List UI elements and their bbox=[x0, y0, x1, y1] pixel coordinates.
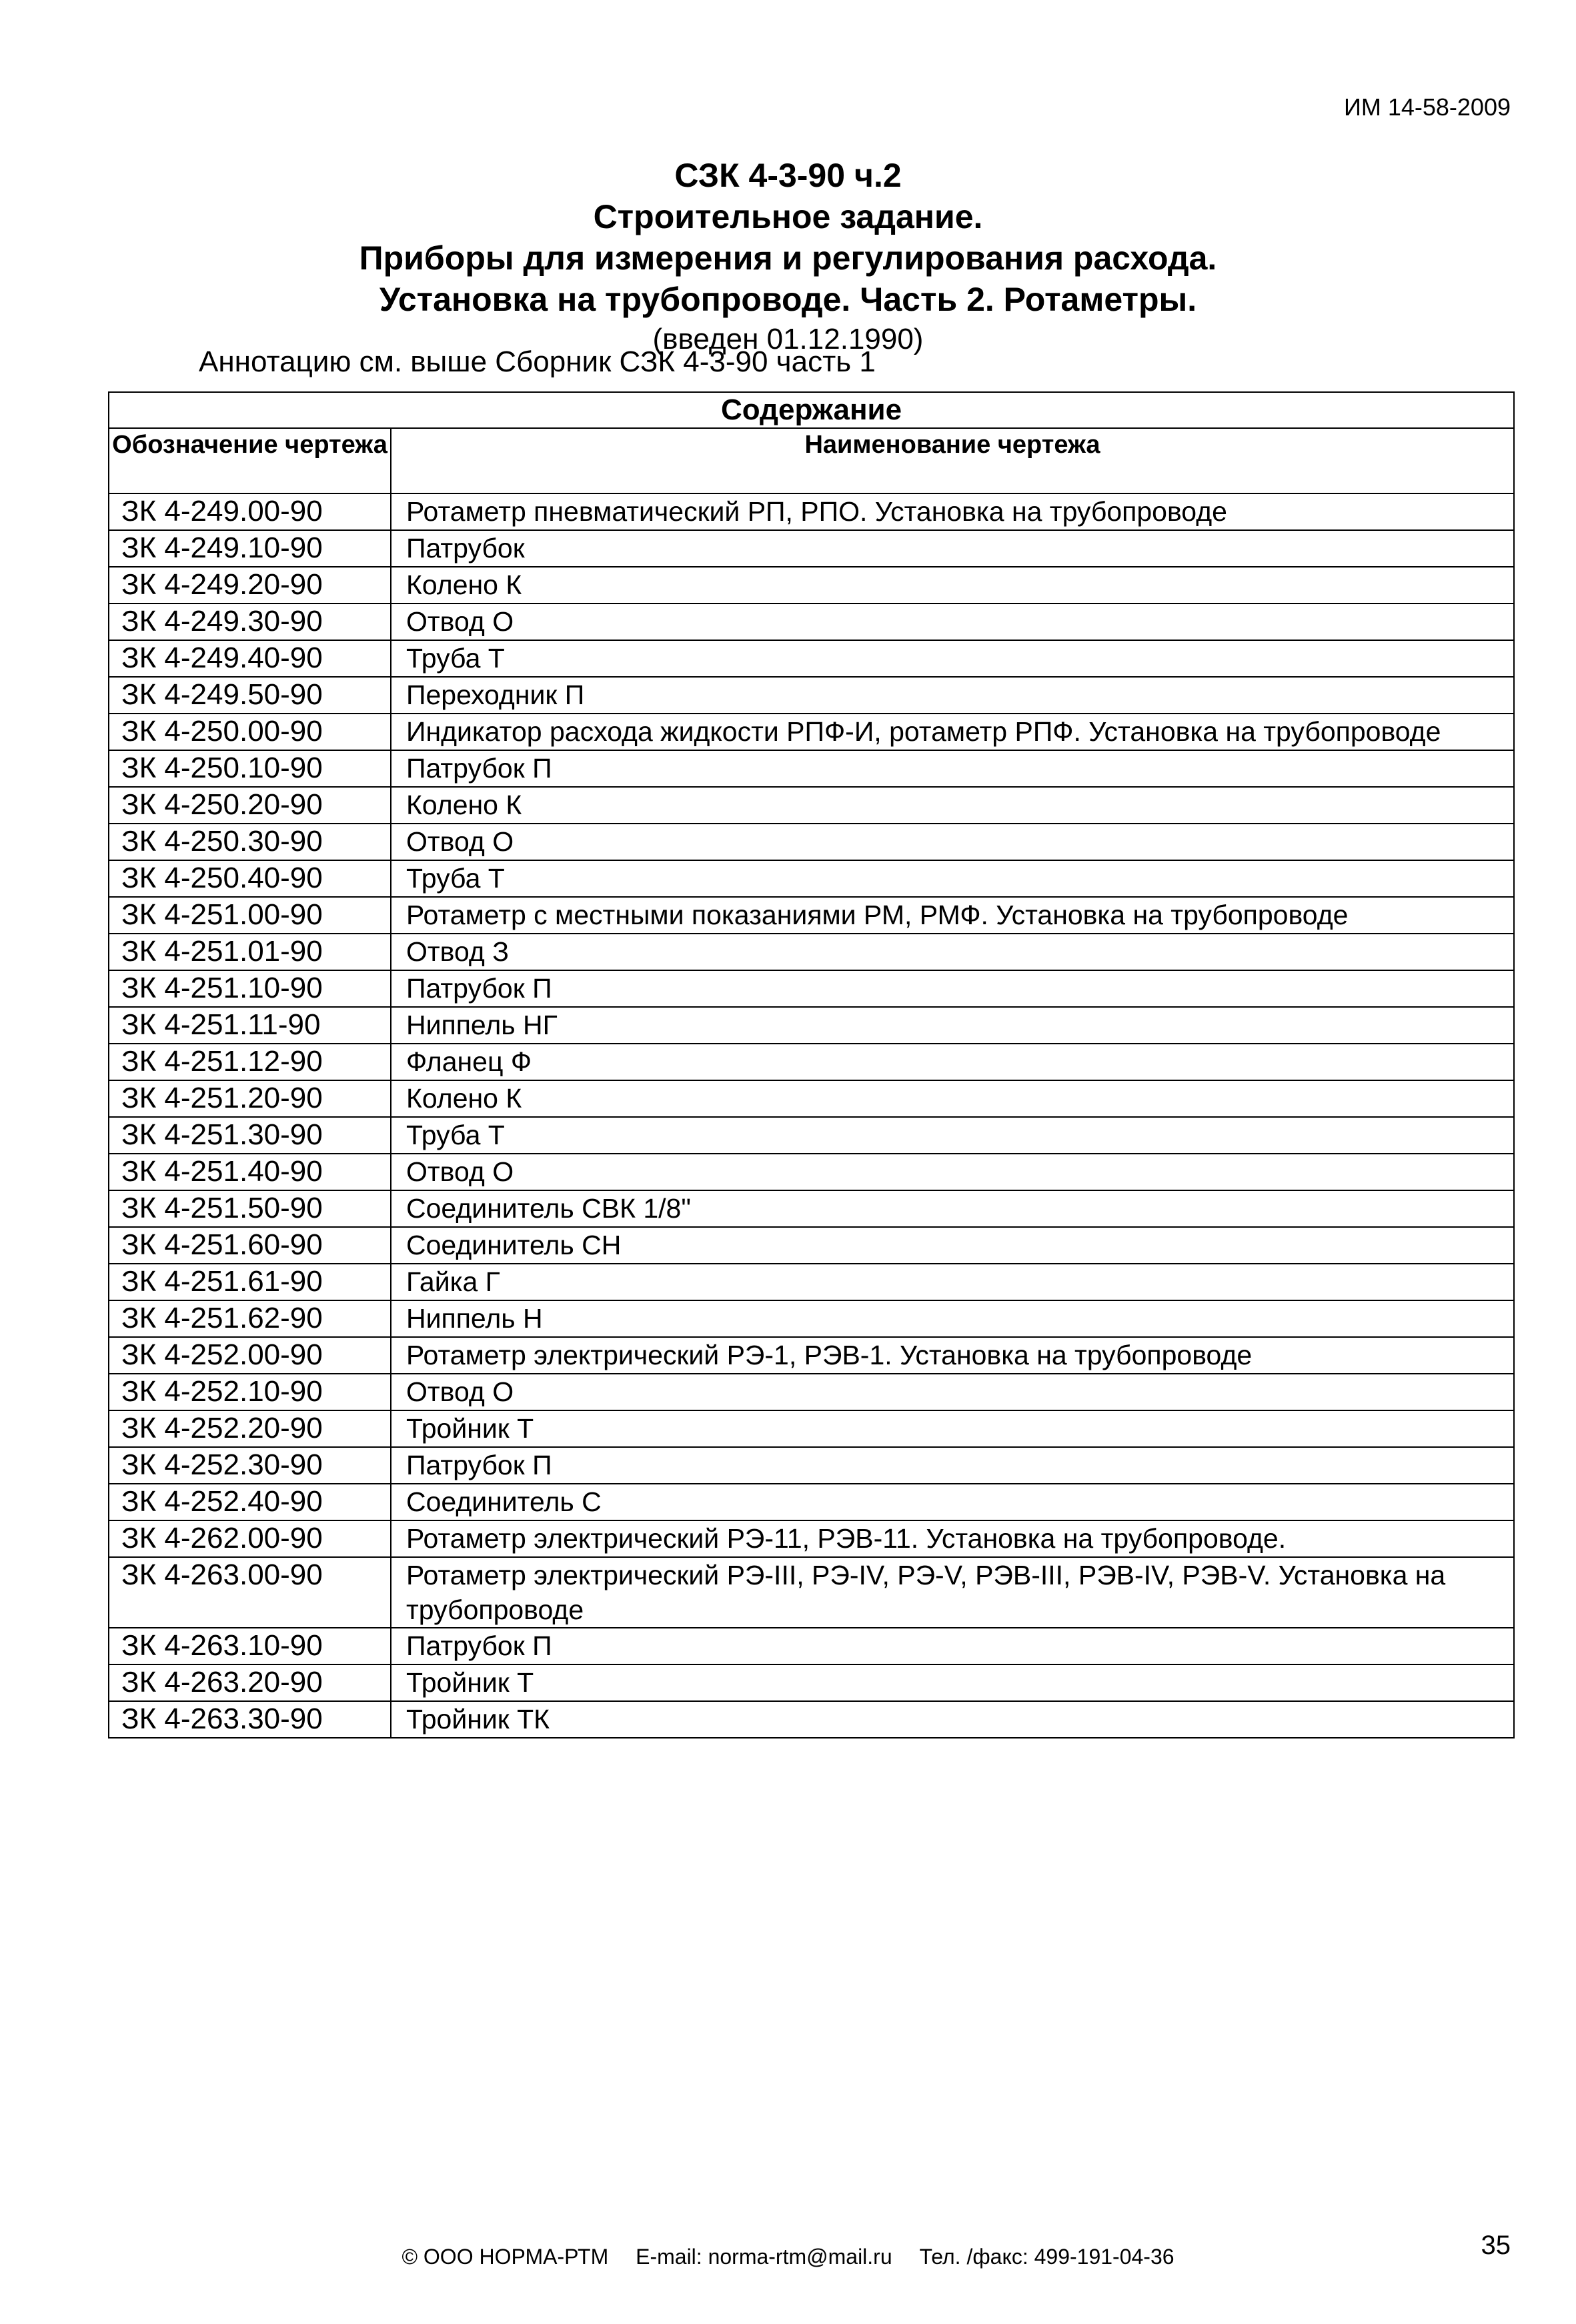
drawing-code-cell: ЗК 4-252.00-90 bbox=[109, 1337, 391, 1374]
table-row bbox=[109, 1557, 1514, 1628]
drawing-code-cell: ЗК 4-252.30-90 bbox=[109, 1447, 391, 1484]
drawing-code-cell: ЗК 4-249.00-90 bbox=[109, 493, 391, 530]
drawing-code-cell: ЗК 4-251.30-90 bbox=[109, 1117, 391, 1154]
drawing-name-cell: Ниппель НГ bbox=[391, 1007, 1514, 1044]
table-row bbox=[109, 1410, 1514, 1447]
drawing-code-cell: ЗК 4-251.20-90 bbox=[109, 1080, 391, 1117]
drawing-name-cell: Колено К bbox=[391, 567, 1514, 604]
drawing-name-cell: Ротаметр электрический РЭ-III, РЭ-IV, РЭ-V, РЭВ-III, РЭВ-IV, РЭВ-V. Установка на трубопроводе bbox=[391, 1557, 1514, 1628]
drawing-code-cell: ЗК 4-249.20-90 bbox=[109, 567, 391, 604]
drawing-name-cell: Тройник Т bbox=[391, 1410, 1514, 1447]
drawing-name-cell: Индикатор расхода жидкости РПФ-И, ротаметр РПФ. Установка на трубопроводе bbox=[391, 714, 1514, 750]
drawing-name-cell: Ротаметр электрический РЭ-11, РЭВ-11. Установка на трубопроводе. bbox=[391, 1520, 1514, 1557]
drawing-code-cell: ЗК 4-263.20-90 bbox=[109, 1664, 391, 1701]
footer-email: E-mail: norma-rtm@mail.ru bbox=[636, 2245, 892, 2269]
table-row bbox=[109, 714, 1514, 750]
table-row bbox=[109, 787, 1514, 824]
drawing-name-cell: Тройник Т bbox=[391, 1664, 1514, 1701]
footer-company: © ООО НОРМА-РТМ bbox=[402, 2245, 609, 2269]
table-row bbox=[109, 1664, 1514, 1701]
drawing-name-cell: Гайка Г bbox=[391, 1264, 1514, 1300]
drawing-name-cell: Ротаметр электрический РЭ-1, РЭВ-1. Установка на трубопроводе bbox=[391, 1337, 1514, 1374]
table-row bbox=[109, 530, 1514, 567]
table-row bbox=[109, 860, 1514, 897]
footer bbox=[0, 2243, 1576, 2270]
drawing-name-cell: Отвод О bbox=[391, 604, 1514, 640]
column-header-name: Наименование чертежа bbox=[391, 428, 1514, 493]
drawing-code-cell: ЗК 4-251.00-90 bbox=[109, 897, 391, 934]
table-row bbox=[109, 1628, 1514, 1664]
drawing-name-cell: Патрубок П bbox=[391, 1628, 1514, 1664]
table-row bbox=[109, 1374, 1514, 1410]
title-line-4: Установка на трубопроводе. Часть 2. Ротаметры. bbox=[379, 281, 1197, 318]
drawing-name-cell: Патрубок П bbox=[391, 750, 1514, 787]
introduced-date: (введен 01.12.1990) bbox=[652, 323, 924, 355]
drawing-code-cell: ЗК 4-250.10-90 bbox=[109, 750, 391, 787]
drawing-name-cell: Соединитель С bbox=[391, 1484, 1514, 1520]
title-line-2: Строительное задание. bbox=[593, 198, 983, 235]
drawing-code-cell: ЗК 4-249.10-90 bbox=[109, 530, 391, 567]
table-row bbox=[109, 1520, 1514, 1557]
drawing-name-cell: Труба Т bbox=[391, 860, 1514, 897]
table-row bbox=[109, 1044, 1514, 1080]
drawing-code-cell: ЗК 4-252.10-90 bbox=[109, 1374, 391, 1410]
title-line-1: СЗК 4-3-90 ч.2 bbox=[674, 157, 902, 194]
drawing-name-cell: Соединитель СН bbox=[391, 1227, 1514, 1264]
drawing-name-cell: Патрубок bbox=[391, 530, 1514, 567]
drawing-code-cell: ЗК 4-249.30-90 bbox=[109, 604, 391, 640]
table-row bbox=[109, 970, 1514, 1007]
document-code: ИМ 14-58-2009 bbox=[1343, 93, 1511, 121]
page-number: 35 bbox=[1481, 2231, 1511, 2260]
table-row bbox=[109, 934, 1514, 970]
drawing-code-cell: ЗК 4-250.00-90 bbox=[109, 714, 391, 750]
drawing-code-cell: ЗК 4-251.11-90 bbox=[109, 1007, 391, 1044]
drawing-code-cell: ЗК 4-251.50-90 bbox=[109, 1190, 391, 1227]
table-row bbox=[109, 1080, 1514, 1117]
table-row bbox=[109, 824, 1514, 860]
drawing-code-cell: ЗК 4-251.40-90 bbox=[109, 1154, 391, 1190]
drawing-name-cell: Колено К bbox=[391, 1080, 1514, 1117]
drawing-name-cell: Колено К bbox=[391, 787, 1514, 824]
contents-table bbox=[108, 391, 1515, 1738]
column-header-code: Обозначение чертежа bbox=[109, 428, 391, 493]
table-row bbox=[109, 1264, 1514, 1300]
table-body bbox=[109, 493, 1514, 1738]
drawing-code-cell: ЗК 4-250.20-90 bbox=[109, 787, 391, 824]
drawing-code-cell: ЗК 4-251.62-90 bbox=[109, 1300, 391, 1337]
table-row bbox=[109, 567, 1514, 604]
table-row bbox=[109, 1007, 1514, 1044]
table-row bbox=[109, 1337, 1514, 1374]
drawing-code-cell: ЗК 4-250.30-90 bbox=[109, 824, 391, 860]
table-row bbox=[109, 1484, 1514, 1520]
drawing-name-cell: Отвод З bbox=[391, 934, 1514, 970]
table-row bbox=[109, 640, 1514, 677]
drawing-code-cell: ЗК 4-263.30-90 bbox=[109, 1701, 391, 1738]
drawing-name-cell: Соединитель СВК 1/8" bbox=[391, 1190, 1514, 1227]
drawing-code-cell: ЗК 4-249.40-90 bbox=[109, 640, 391, 677]
annotation-note: Аннотацию см. выше Сборник СЗК 4-3-90 часть 1 bbox=[199, 345, 876, 378]
drawing-code-cell: ЗК 4-250.40-90 bbox=[109, 860, 391, 897]
drawing-code-cell: ЗК 4-249.50-90 bbox=[109, 677, 391, 714]
drawing-name-cell: Ротаметр пневматический РП, РПО. Установка на трубопроводе bbox=[391, 493, 1514, 530]
drawing-code-cell: ЗК 4-251.01-90 bbox=[109, 934, 391, 970]
drawing-code-cell: ЗК 4-251.12-90 bbox=[109, 1044, 391, 1080]
drawing-code-cell: ЗК 4-251.60-90 bbox=[109, 1227, 391, 1264]
drawing-name-cell: Патрубок П bbox=[391, 1447, 1514, 1484]
drawing-name-cell: Ниппель Н bbox=[391, 1300, 1514, 1337]
drawing-name-cell: Ротаметр с местными показаниями РМ, РМФ. Установка на трубопроводе bbox=[391, 897, 1514, 934]
drawing-name-cell: Труба Т bbox=[391, 640, 1514, 677]
table-row bbox=[109, 1300, 1514, 1337]
table-row bbox=[109, 677, 1514, 714]
drawing-name-cell: Фланец Ф bbox=[391, 1044, 1514, 1080]
table-row bbox=[109, 750, 1514, 787]
table-row bbox=[109, 1227, 1514, 1264]
table-row bbox=[109, 1701, 1514, 1738]
drawing-name-cell: Патрубок П bbox=[391, 970, 1514, 1007]
table-caption: Содержание bbox=[109, 392, 1514, 428]
drawing-code-cell: ЗК 4-263.10-90 bbox=[109, 1628, 391, 1664]
drawing-name-cell: Тройник ТК bbox=[391, 1701, 1514, 1738]
table-row bbox=[109, 1447, 1514, 1484]
drawing-name-cell: Отвод О bbox=[391, 824, 1514, 860]
document-heading bbox=[0, 155, 1576, 359]
table-row bbox=[109, 1117, 1514, 1154]
table-row bbox=[109, 493, 1514, 530]
footer-phone: Тел. /факс: 499-191-04-36 bbox=[919, 2245, 1174, 2269]
drawing-code-cell: ЗК 4-251.61-90 bbox=[109, 1264, 391, 1300]
drawing-code-cell: ЗК 4-262.00-90 bbox=[109, 1520, 391, 1557]
drawing-code-cell: ЗК 4-252.40-90 bbox=[109, 1484, 391, 1520]
table-row bbox=[109, 897, 1514, 934]
title-line-3: Приборы для измерения и регулирования расхода. bbox=[359, 239, 1217, 277]
table-row bbox=[109, 1154, 1514, 1190]
table-row bbox=[109, 1190, 1514, 1227]
drawing-name-cell: Труба Т bbox=[391, 1117, 1514, 1154]
drawing-code-cell: ЗК 4-251.10-90 bbox=[109, 970, 391, 1007]
table-row bbox=[109, 604, 1514, 640]
drawing-name-cell: Отвод О bbox=[391, 1374, 1514, 1410]
drawing-name-cell: Отвод О bbox=[391, 1154, 1514, 1190]
drawing-code-cell: ЗК 4-252.20-90 bbox=[109, 1410, 391, 1447]
drawing-name-cell: Переходник П bbox=[391, 677, 1514, 714]
drawing-code-cell: ЗК 4-263.00-90 bbox=[109, 1557, 391, 1628]
